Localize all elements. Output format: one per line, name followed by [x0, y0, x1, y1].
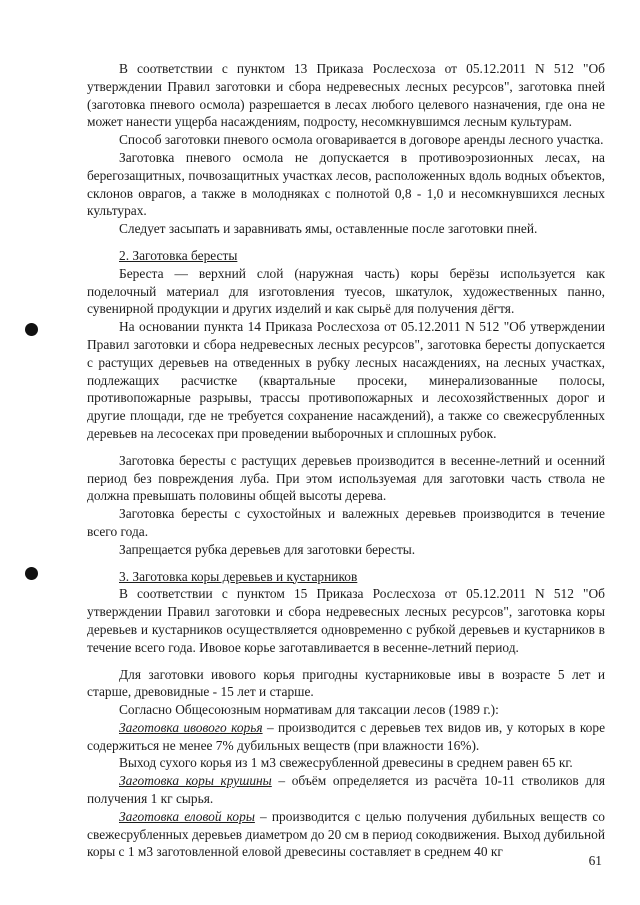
paragraph: Заготовка пневого осмола не допускается в противоэрозионных лесах, на берегозащитных, почвозащитных участках лесов, расположенных вдоль водных объектов, склонов оврагов, а также в молодняках с полнотой 0,8 - 1,0 и несомкнувшихся лесных культурах. — [87, 149, 605, 219]
section-heading: 2. Заготовка бересты — [119, 247, 238, 263]
paragraph: Согласно Общесоюзным нормативам для таксации лесов (1989 г.): — [119, 702, 499, 718]
term-label: Заготовка ивового корья — [119, 719, 263, 735]
paragraph: Береста — верхний слой (наружная часть) коры берёзы используется как поделочный материал для изготовления туесов, шкатулок, художественных панно, сувенирной продукции и других изделий и как сырьё для получения дёгтя. — [87, 265, 605, 317]
paragraph: В соответствии с пунктом 13 Приказа Рослесхоза от 05.12.2011 N 512 "Об утверждении Правил заготовки и сбора недревесных лесных ресурсов", заготовка пней (заготовка пневого осмола) разрешается в лесах любого целевого назначения, где она не может нанести ущерба насаждениям, подросту, несомкнувшимся лесным культурам. — [87, 61, 605, 130]
paragraph — [87, 808, 605, 861]
section-heading: 3. Заготовка коры деревьев и кустарников — [119, 568, 358, 584]
term-text: – объём определяется из расчёта 10-11 стволиков для получения 1 кг сырья. — [87, 773, 606, 807]
paragraph: Запрещается рубка деревьев для заготовки бересты. — [119, 541, 416, 557]
term-label: Заготовка коры крушины — [119, 773, 272, 789]
page-number: 61 — [588, 853, 602, 868]
term-text: – производится с деревьев тех видов ив, у которых в коре содержиться не менее 7% дубильных веществ (при влажности 16%). — [87, 719, 606, 753]
paragraph: Выход сухого корья из 1 м3 свежесрубленной древесины в среднем равен 65 кг. — [119, 755, 573, 771]
paragraph: Следует засыпать и заравнивать ямы, оставленные после заготовки пней. — [119, 221, 538, 237]
term-label: Заготовка еловой коры — [119, 808, 255, 824]
punch-hole-icon — [25, 567, 38, 580]
paragraph — [87, 772, 605, 808]
paragraph: Для заготовки ивового корья пригодны кустарниковые ивы в возрасте 5 лет и старше, древовидные - 15 лет и старше. — [87, 666, 605, 700]
paragraph: Способ заготовки пневого осмола оговаривается в договоре аренды лесного участка. — [119, 132, 604, 148]
punch-hole-icon — [25, 323, 38, 336]
term-text: – производится с целью получения дубильных веществ со свежесрубленных деревьев диаметром до 20 см в период сокодвижения. Выход дубильной коры с 1 м3 заготовленной еловой древесины составляет в среднем 40 кг — [87, 808, 605, 860]
paragraph: Заготовка бересты с сухостойных и валежных деревьев производится в течение всего года. — [87, 506, 605, 539]
paragraph: На основании пункта 14 Приказа Рослесхоза от 05.12.2011 N 512 "Об утверждении Правил заготовки и сбора недревесных лесных ресурсов", заготовка бересты допускается с растущих деревьев на отведенных в рубку лесных насаждениях, на лесных участках, подлежащих расчистке (квартальные просеки, минерализованные полосы, противопожарные разрывы, трассы противопожарных и лесохозяйственных дорог и другие площади, где не требуется сохранение насаждений), а также со свежесрубленных деревьев на лесосеках при проведении выборочных и сплошных рубок. — [87, 319, 605, 441]
document-body — [87, 60, 605, 861]
paragraph: Заготовка бересты с растущих деревьев производится в весенне-летний и осенний период без повреждения луба. При этом используемая для заготовки часть ствола не должна превышать половины общей высоты дерева. — [87, 452, 605, 504]
paragraph: В соответствии с пунктом 15 Приказа Рослесхоза от 05.12.2011 N 512 "Об утверждении Правил заготовки и сбора недревесных лесных ресурсов", заготовка коры деревьев и кустарников осуществляется одновременно с рубкой деревьев и кустарников в течение всего года. Ивовое корье заготавливается в весенне-летний период. — [87, 586, 605, 655]
paragraph — [87, 719, 605, 755]
